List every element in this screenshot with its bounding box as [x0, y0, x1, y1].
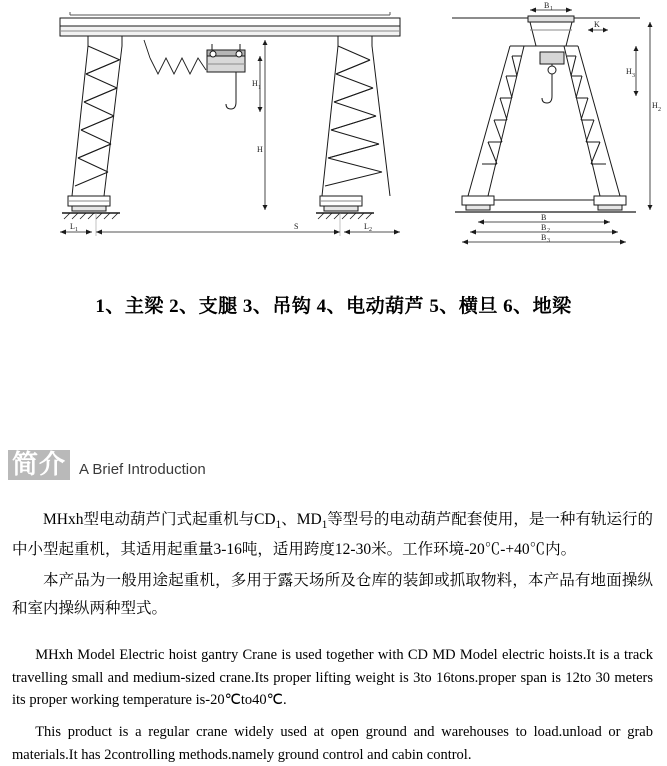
paragraph-cn-1-part2: 、MD: [281, 511, 322, 529]
dim-label-h3: H: [626, 67, 632, 76]
dim-label-b: B: [541, 213, 547, 222]
paragraph-spacer: [12, 626, 653, 644]
dim-label-h3-sub: 3: [632, 73, 635, 79]
dim-label-l1: L: [70, 222, 75, 231]
dim-label-b1-sub: 1: [550, 6, 553, 12]
paragraph-en-2: This product is a regular crane widely used at open ground and warehouses to load.unload or grab materials.It has 2controlling methods.namely ground control and cabin control.: [12, 724, 653, 763]
dim-label-l2-sub: 2: [369, 227, 372, 233]
dim-label-h1: H: [252, 79, 258, 88]
dim-label-b3: B: [541, 233, 547, 242]
paragraph-cn-1-part1: MHxh型电动葫芦门式起重机与CD: [43, 511, 276, 529]
crane-drawing-svg: [0, 0, 667, 255]
dim-label-s: S: [294, 222, 299, 231]
dim-label-h2: H: [652, 101, 658, 110]
paragraph-en-1: MHxh Model Electric hoist gantry Crane is used together with CD MD Model electric hoists.It is a track travelling small and medium-sized crane.Its proper lifting weight is 3to 16tons.proper span is 12to 30 meters its proper working temperature is-20℃to40℃.: [12, 647, 653, 708]
parts-legend: 1、主梁 2、支腿 3、吊钩 4、电动葫芦 5、横旦 6、地梁: [95, 296, 572, 317]
dim-label-b2-sub: 2: [547, 228, 550, 234]
dim-label-l2: L: [364, 222, 369, 231]
dim-label-b3-sub: 3: [547, 238, 550, 244]
brief-introduction-heading: [0, 450, 667, 480]
intro-badge-chinese: 简介: [8, 450, 70, 480]
technical-drawing-figure: [0, 0, 667, 255]
paragraph-cn-1-sub1: 1: [275, 519, 282, 532]
dim-label-l1-sub: 1: [75, 227, 78, 233]
paragraph-cn-1-sub2: 1: [321, 519, 328, 532]
dim-label-b2: B: [541, 223, 547, 232]
dim-label-b1: B: [544, 1, 550, 10]
dim-label-h1-sub: 1: [258, 85, 261, 91]
paragraph-cn-2: 本产品为一般用途起重机，多用于露天场所及仓库的装卸或抓取物料，本产品有地面操纵和室内操纵两种型式。: [12, 571, 653, 618]
dim-label-h: H: [257, 145, 263, 154]
paragraph-cn-1-part3: 等型号的电动葫芦配套使用，是一种有轨运行的中小型起重机，其适用起重量3-16吨，适用跨度12-30米。工作环境-20℃-+40℃内。: [12, 511, 653, 559]
intro-badge-english: A Brief Introduction: [79, 461, 206, 479]
paragraph-cn-1: [12, 506, 653, 564]
introduction-body: [0, 506, 667, 766]
dim-label-k: K: [594, 20, 600, 29]
dim-label-h2-sub: 2: [658, 107, 661, 113]
